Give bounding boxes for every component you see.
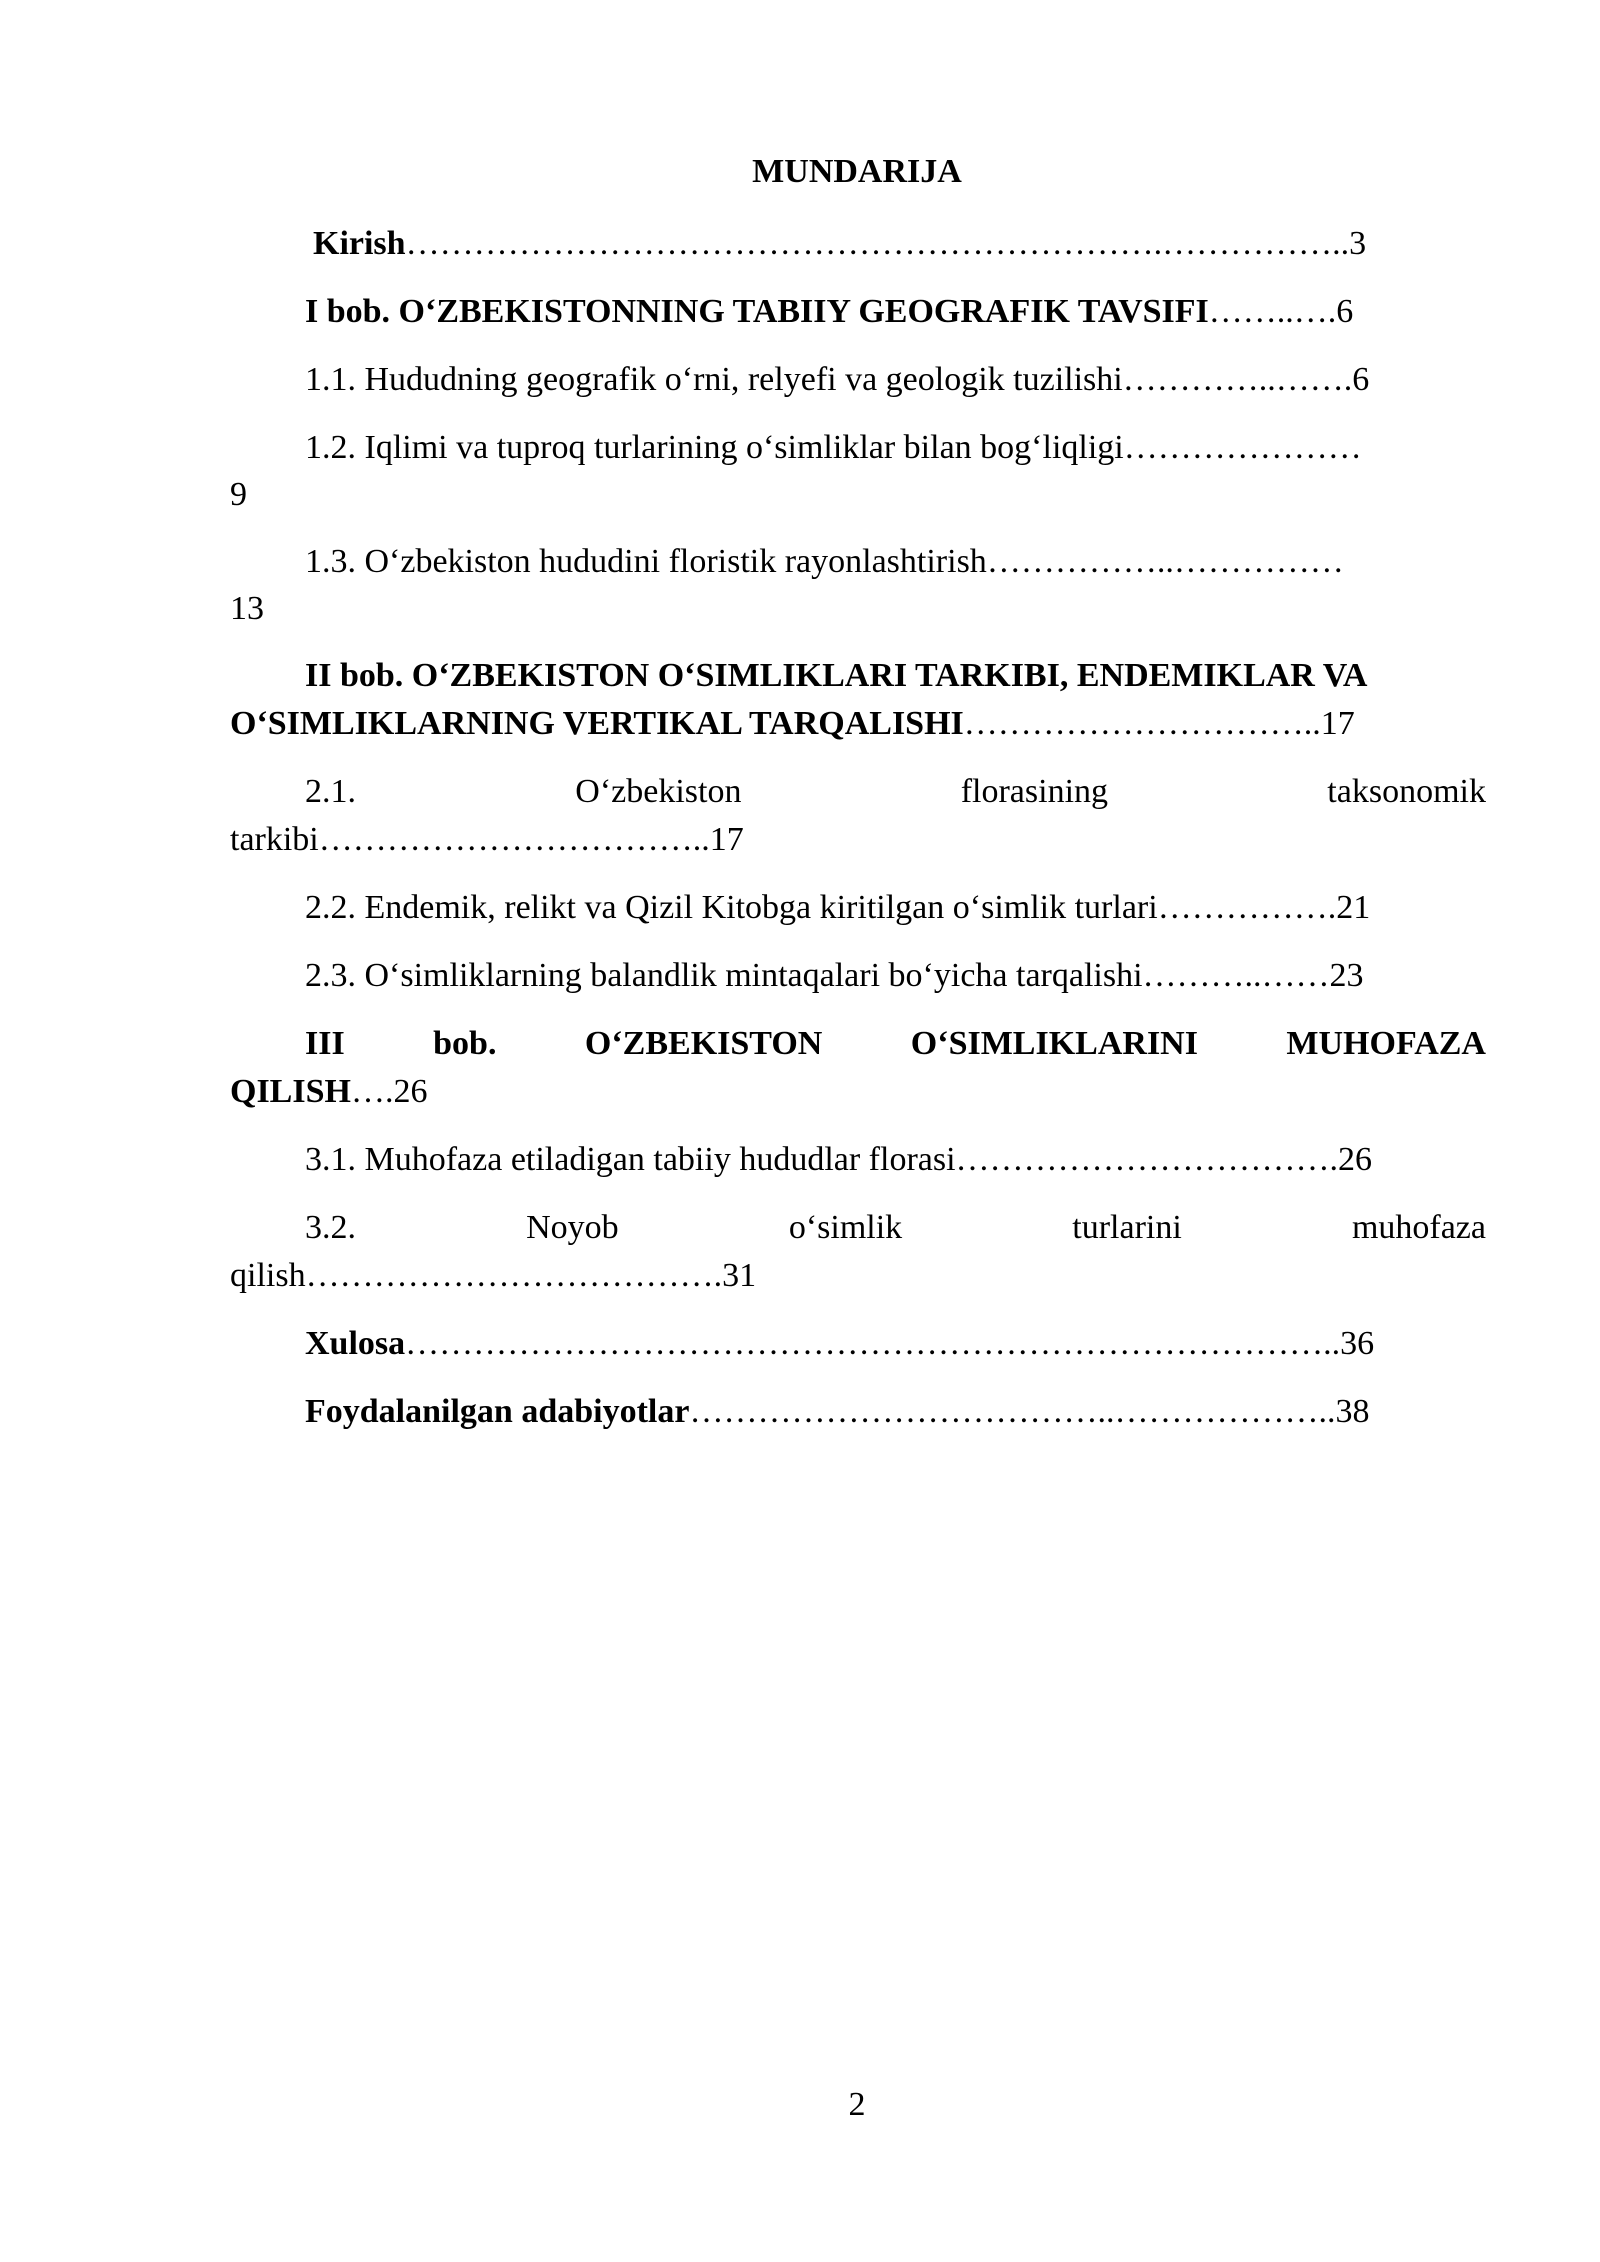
toc-word: Noyob	[526, 1209, 619, 1246]
toc-entry-2-1[interactable]	[305, 769, 1486, 815]
toc-entry-leader: ………..……23	[1142, 957, 1364, 994]
toc-entry-1-1[interactable]	[305, 357, 1369, 403]
toc-word: bob.	[433, 1025, 497, 1062]
toc-entry-leader: ……..….6	[1208, 293, 1354, 330]
toc-entry-label: Xulosa	[305, 1325, 406, 1362]
toc-entry-leader: ………………………………………………………….……………..3	[405, 225, 1367, 262]
toc-entry-leader: …………………………..17	[963, 705, 1355, 742]
toc-entry-label: II bob. O‘ZBEKISTON O‘SIMLIKLARI TARKIBI, ENDEMIKLAR VA	[305, 657, 1368, 694]
toc-word: turlarini	[1072, 1209, 1182, 1246]
toc-entry-2-1-cont[interactable]: tarkibi……………………………..17	[230, 821, 744, 858]
toc-word: 3.2.	[305, 1209, 356, 1246]
toc-entry-leader: …………..…….6	[1122, 361, 1370, 398]
toc-entry-3-2-cont[interactable]: qilish……………………………….31	[230, 1257, 757, 1294]
toc-entry-label: 3.1. Muhofaza etiladigan tabiiy hududlar florasi	[305, 1141, 956, 1178]
toc-word: florasining	[960, 773, 1109, 810]
toc-word: III	[305, 1025, 345, 1062]
toc-entry-label: 1.2. Iqlimi va tuproq turlarining o‘simliklar bilan bog‘liqligi	[305, 429, 1124, 466]
toc-entry-references[interactable]	[305, 1389, 1369, 1435]
toc-entry-1-2[interactable]	[305, 425, 1362, 471]
toc-entry-leader: …………………………….26	[955, 1141, 1373, 1178]
toc-entry-3-1[interactable]	[305, 1137, 1372, 1183]
page-number: 2	[848, 2086, 866, 2123]
toc-entry-leader: ……………..……………	[986, 543, 1344, 580]
toc-entry-label: QILISH	[230, 1073, 351, 1110]
toc-entry-leader: ………………………………………………………………………..36	[405, 1325, 1375, 1362]
toc-entry-label: O‘SIMLIKLARNING VERTIKAL TARQALISHI	[230, 705, 964, 742]
toc-entry-3-2[interactable]	[305, 1205, 1486, 1251]
toc-entry-label: 1.3. O‘zbekiston hududini floristik rayonlashtirish	[305, 543, 987, 580]
toc-entry-leader: …………………	[1123, 429, 1362, 466]
toc-entry-kirish[interactable]	[313, 221, 1366, 267]
toc-entry-page: 13	[230, 590, 264, 627]
toc-word: MUHOFAZA	[1286, 1025, 1486, 1062]
toc-word: O‘ZBEKISTON	[584, 1025, 823, 1062]
toc-entry-label: I bob. O‘ZBEKISTONNING TABIIY GEOGRAFIK TAVSIFI	[305, 293, 1209, 330]
toc-entry-2-2[interactable]	[305, 885, 1370, 931]
toc-entry-chapter-2-cont[interactable]	[230, 701, 1355, 747]
toc-word: muhofaza	[1351, 1209, 1486, 1246]
toc-word: 2.1.	[305, 773, 356, 810]
toc-entry-chapter-3[interactable]	[305, 1021, 1486, 1067]
toc-entry-label: 2.3. O‘simliklarning balandlik mintaqalari bo‘yicha tarqalishi	[305, 957, 1143, 994]
toc-entry-label: Kirish	[313, 225, 406, 262]
toc-entry-leader: ………………………………..………………..38	[689, 1393, 1370, 1430]
toc-word: O‘zbekiston	[575, 773, 742, 810]
toc-entry-1-3[interactable]	[305, 539, 1344, 585]
toc-word: o‘simlik	[788, 1209, 903, 1246]
page-title: MUNDARIJA	[752, 153, 962, 190]
toc-entry-label: 1.1. Hududning geografik o‘rni, relyefi va geologik tuzilishi	[305, 361, 1123, 398]
toc-entry-leader: …………….21	[1157, 889, 1371, 926]
toc-entry-chapter-1[interactable]	[305, 289, 1353, 335]
toc-entry-label: 2.2. Endemik, relikt va Qizil Kitobga kiritilgan o‘simlik turlari	[305, 889, 1158, 926]
toc-entry-xulosa[interactable]	[305, 1321, 1374, 1367]
toc-entry-chapter-3-cont[interactable]	[230, 1069, 427, 1115]
toc-entry-leader: ….26	[350, 1073, 428, 1110]
toc-word: taksonomik	[1327, 773, 1486, 810]
toc-entry-page: 9	[230, 476, 247, 513]
toc-entry-chapter-2[interactable]	[305, 653, 1367, 699]
toc-entry-2-3[interactable]	[305, 953, 1364, 999]
toc-word: O‘SIMLIKLARINI	[910, 1025, 1198, 1062]
toc-entry-label: Foydalanilgan adabiyotlar	[305, 1393, 690, 1430]
